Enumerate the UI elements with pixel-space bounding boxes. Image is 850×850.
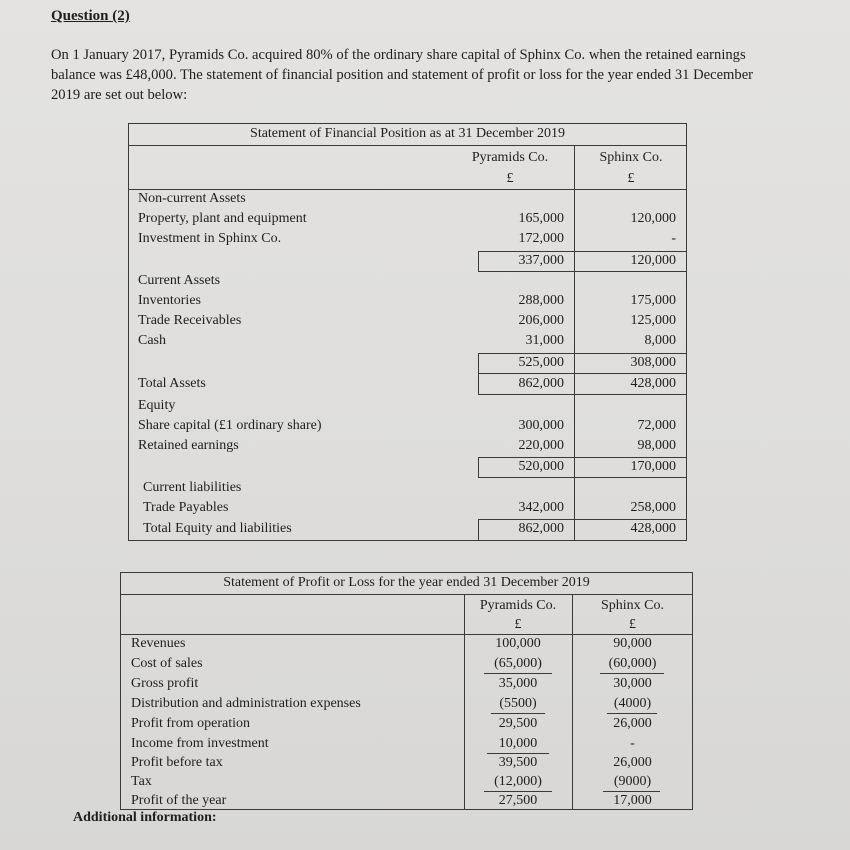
- sopl-row-label: Revenues: [131, 636, 186, 651]
- sofp-subtotal-rule: [478, 271, 687, 272]
- sofp-row-value-pyramids: 31,000: [525, 333, 564, 348]
- sopl-row-value-pyramids: 35,000: [498, 676, 538, 691]
- sopl-row-value-sphinx: 26,000: [613, 716, 652, 731]
- sopl-row-value-pyramids: 39,500: [498, 755, 538, 770]
- sopl-title-divider: [120, 594, 693, 595]
- sofp-row-label: Investment in Sphinx Co.: [138, 231, 282, 246]
- sofp-row-value-sphinx: 258,000: [630, 500, 676, 515]
- sofp-subtotal-box: [478, 353, 479, 394]
- sofp-row-value-pyramids: 342,000: [518, 500, 564, 515]
- sopl-row-label: Tax: [131, 774, 152, 789]
- sofp-row-value-sphinx: -: [671, 231, 676, 246]
- sopl-row-label: Profit from operation: [131, 716, 250, 731]
- sofp-total-box: [478, 519, 479, 541]
- sofp-col1-header: Pyramids Co.: [471, 150, 549, 165]
- sofp-subtotal-sphinx: 120,000: [630, 253, 676, 268]
- sopl-row-value-pyramids: (12,000): [494, 774, 542, 789]
- sofp-subtotal-rule: [478, 477, 687, 478]
- question-title: Question (2): [51, 8, 130, 24]
- sofp-subtotal-sphinx: 170,000: [630, 459, 676, 474]
- sopl-title: Statement of Profit or Loss for the year ended 31 December 2019: [223, 575, 590, 590]
- sopl-row-value-sphinx: 30,000: [613, 676, 652, 691]
- sofp-row-value-pyramids: 172,000: [518, 231, 564, 246]
- sofp-subtotal-pyramids: 525,000: [518, 355, 564, 370]
- sopl-col1-unit: £: [514, 617, 522, 632]
- sofp-row-label: Non-current Assets: [138, 191, 246, 206]
- sopl-row-label: Profit before tax: [131, 755, 223, 770]
- sofp-row-label: Cash: [138, 333, 166, 348]
- sofp-subtotal-sphinx: 308,000: [630, 355, 676, 370]
- sopl-row-value-sphinx: 26,000: [613, 755, 652, 770]
- sofp-title-divider: [128, 145, 687, 146]
- sopl-row-label: Distribution and administration expenses: [131, 696, 361, 711]
- sopl-row-value-pyramids: (65,000): [494, 656, 542, 671]
- sopl-col2-unit: £: [629, 617, 636, 632]
- question-intro: On 1 January 2017, Pyramids Co. acquired 80% of the ordinary share capital of Sphinx Co. when the retained earnings balance was £48,000. The statement of financial position and statement of profit or loss for the year ended 31 December 2019 are set out below:: [51, 47, 754, 103]
- sofp-row-label: Total Assets: [138, 376, 206, 391]
- sopl-row-label: Cost of sales: [131, 656, 203, 671]
- sofp-row-value-sphinx: 98,000: [637, 438, 676, 453]
- sofp-total-sphinx: 428,000: [630, 521, 676, 536]
- sofp-row-label: Current liabilities: [143, 480, 242, 495]
- sopl-row-value-pyramids: (5500): [499, 696, 537, 711]
- sofp-row-value-sphinx: 125,000: [630, 313, 676, 328]
- additional-information-heading: Additional information:: [73, 810, 217, 825]
- sopl-row-value-sphinx: -: [630, 736, 635, 751]
- sofp-row-label: Equity: [138, 398, 176, 413]
- sofp-row-label: Property, plant and equipment: [138, 211, 307, 226]
- sofp-row-value-pyramids: 862,000: [518, 376, 564, 391]
- sofp-subtotal-box: [478, 251, 479, 271]
- sopl-col2-header: Sphinx Co.: [600, 598, 664, 613]
- sopl-row-value-pyramids: 10,000: [498, 736, 538, 751]
- sofp-title: Statement of Financial Position as at 31 December 2019: [250, 126, 565, 141]
- sopl-row-value-sphinx: 90,000: [613, 636, 652, 651]
- sopl-row-value-pyramids: 27,500: [498, 793, 538, 808]
- sopl-underline: [600, 673, 664, 674]
- sofp-row-value-pyramids: 165,000: [518, 211, 564, 226]
- sopl-row-value-sphinx: (4000): [613, 696, 652, 711]
- sofp-row-label: Share capital (£1 ordinary share): [138, 418, 322, 433]
- sofp-row-value-sphinx: 72,000: [637, 418, 676, 433]
- sofp-row-value-pyramids: 288,000: [518, 293, 564, 308]
- sofp-subtotal-box: [686, 251, 687, 271]
- sofp-subtotal-box: [478, 457, 479, 477]
- sopl-underline: [484, 673, 552, 674]
- sofp-row-label: Current Assets: [138, 273, 221, 288]
- sofp-col2-header: Sphinx Co.: [599, 150, 663, 165]
- sofp-row-value-sphinx: 428,000: [630, 376, 676, 391]
- sofp-row-label: Trade Receivables: [138, 313, 242, 328]
- sopl-row-label: Profit of the year: [131, 793, 227, 808]
- sopl-row-value-pyramids: 29,500: [498, 716, 538, 731]
- sopl-row-value-sphinx: (9000): [613, 774, 652, 789]
- sofp-col-divider: [574, 145, 575, 541]
- sofp-subtotal-rule: [478, 394, 687, 395]
- sofp-row-value-pyramids: 220,000: [518, 438, 564, 453]
- sopl-row-label: Gross profit: [131, 676, 199, 691]
- sofp-col1-unit: £: [506, 171, 514, 186]
- sofp-row-label: Inventories: [138, 293, 201, 308]
- sofp-subtotal-pyramids: 337,000: [518, 253, 564, 268]
- sofp-row-value-sphinx: 120,000: [630, 211, 676, 226]
- sopl-underline: [491, 713, 545, 714]
- sofp-subtotal-pyramids: 520,000: [518, 459, 564, 474]
- sopl-underline: [607, 713, 657, 714]
- sofp-row-label: Retained earnings: [138, 438, 239, 453]
- sofp-subtotal-rule: [478, 373, 687, 374]
- sofp-row-value-sphinx: 175,000: [630, 293, 676, 308]
- sopl-row-value-sphinx: 17,000: [613, 793, 652, 808]
- sofp-row-value-pyramids: 300,000: [518, 418, 564, 433]
- sofp-row-value-pyramids: 206,000: [518, 313, 564, 328]
- sofp-subtotal-box: [686, 353, 687, 394]
- sopl-row-label: Income from investment: [131, 736, 269, 751]
- sofp-row-label: Total Equity and liabilities: [143, 521, 292, 536]
- sopl-row-value-sphinx: (60,000): [608, 656, 657, 671]
- sopl-row-value-pyramids: 100,000: [495, 636, 541, 651]
- sofp-col2-unit: £: [627, 171, 635, 186]
- sofp-total-pyramids: 862,000: [518, 521, 564, 536]
- sofp-row-label: Trade Payables: [143, 500, 229, 515]
- sopl-col1-header: Pyramids Co.: [479, 598, 557, 613]
- sofp-row-value-sphinx: 8,000: [644, 333, 676, 348]
